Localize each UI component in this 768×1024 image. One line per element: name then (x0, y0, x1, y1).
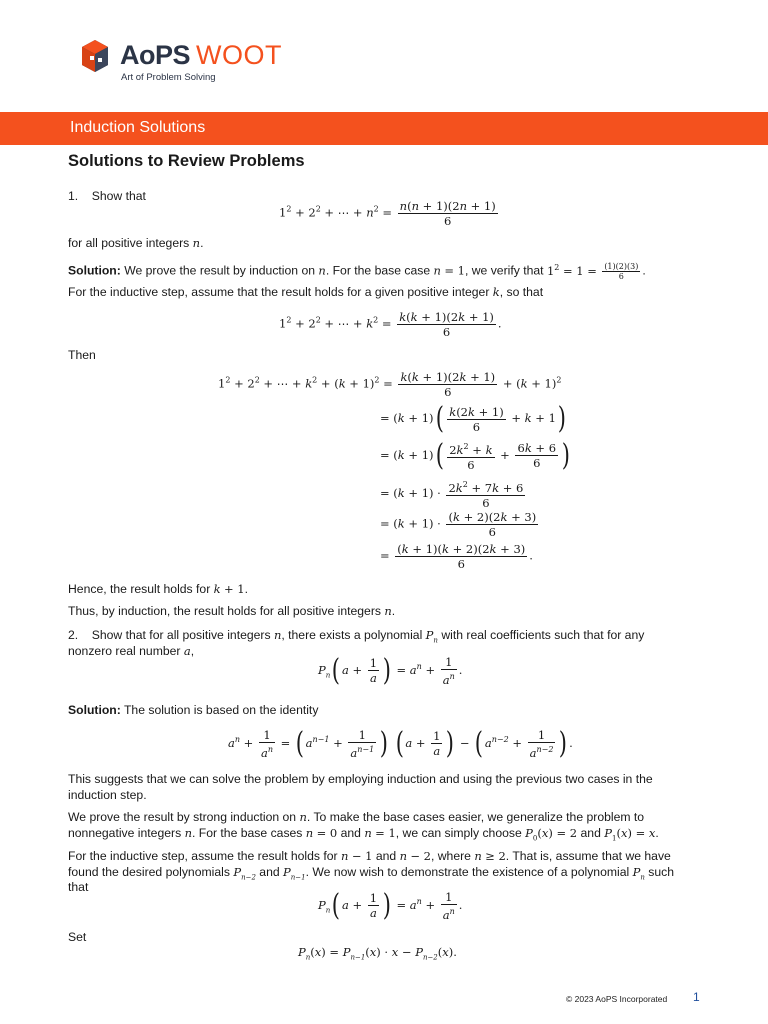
p2-prompt-d: nonzero real number (68, 644, 181, 658)
brand-tagline: Art of Problem Solving (121, 72, 216, 83)
brand-woot: WOOT (196, 40, 282, 70)
problem1-hypothesis-equation: $1^2 + 2^2$ + ⋯ + $k^2$ = $\frac{k(k + 1)(2k + 1)}{6}$ . (279, 310, 502, 339)
problem1-after: for all positive integers n. (68, 236, 204, 250)
brand-name (120, 40, 282, 71)
problem1-hence: Hence, the result holds for k + 1. (68, 582, 249, 596)
strong-5: and (340, 826, 361, 840)
strong-2: . To make the base cases easier, we generalize the problem to (306, 810, 645, 824)
problem2-ind-line1: For the inductive step, assume the result holds for n − 1 and n − 2, where n ≥ 2. That is, assume that we have (68, 849, 671, 863)
banner-title: Induction Solutions (70, 119, 206, 136)
strong-4: . For the base cases (191, 826, 303, 840)
derivation-line-5: = (k + 1) · $\frac{(k + 2)(2k + 3)}{6}$ (380, 510, 537, 539)
ind-1: For the inductive step, assume the result holds for (68, 849, 338, 863)
ind-7: . We now wish to demonstrate the existence of a polynomial (305, 865, 630, 879)
thus-text: Thus, by induction, the result holds for all positive integers (68, 604, 381, 618)
ind-3: , where (430, 849, 471, 863)
step-text: For the inductive step, assume that the result holds for a given positive integer (68, 285, 490, 299)
brand-aops: AoPS (120, 40, 191, 70)
sol-text2: . For the base case (325, 263, 431, 278)
ind-2: and (375, 849, 397, 863)
problem2-ind-line3: that (68, 880, 89, 894)
derivation-line-2: = (k + 1)( $\frac{k(2k + 1)}{6}$ + k + 1) (380, 401, 566, 436)
solution-label: Solution: (68, 263, 121, 278)
problem1-prompt-text: Show that (91, 189, 146, 203)
strong-7: and (580, 826, 601, 840)
problem1-solution-line: Solution: We prove the result by induction on n. For the base case n = 1, we verify that $1^2 = 1$ = $\frac{(1)(2)(3)}{6}$ . (68, 262, 646, 281)
problem2-prompt: 2. Show that for all positive integers n, there exists a polynomial $P_n$ with real coefficients such that for any (68, 628, 645, 645)
p2-prompt-a: Show that for all positive integers (91, 628, 271, 642)
problem1-prompt (68, 189, 146, 203)
problem1-then: Then (68, 348, 96, 362)
problem2-prompt-line2: nonzero real number a, (68, 644, 195, 658)
page-number: 1 (693, 990, 700, 1004)
derivation-line-4: = (k + 1) · $\frac{2k^2 + 7k + 6}{6}$ (380, 480, 524, 510)
page-heading: Solutions to Review Problems (68, 152, 305, 170)
strong-3: nonnegative integers (68, 826, 182, 840)
p2-prompt-b: , there exists a polynomial (281, 628, 423, 642)
p2-sol-text: The solution is based on the identity (123, 703, 319, 717)
section-banner (0, 112, 768, 145)
sol-text1: We prove the result by induction on (124, 263, 316, 278)
p2-prompt-c: with real coefficients such that for any (441, 628, 645, 642)
ind-8: such (648, 865, 674, 879)
hence-text: Hence, the result holds for (68, 582, 211, 596)
derivation-line-1: $1^2 + 2^2$ + ⋯ + $k^2 + (k + 1)^2$ = $\frac{k(k + 1)(2k + 1)}{6}$ + $(k + 1)^2$ (218, 370, 562, 399)
problem2-strong-line1: We prove the result by strong induction on n. To make the base cases easier, we generalize the problem to (68, 810, 645, 824)
problem2-suggest: This suggests that we can solve the problem by employing induction and using the previous two cases in the induction step. (68, 772, 653, 802)
step-text2: , so that (499, 285, 544, 299)
p2-solution-label: Solution: (68, 703, 121, 717)
strong-6: , we can simply choose (395, 826, 522, 840)
problem2-number: 2. (68, 628, 79, 642)
footer-copyright: © 2023 AoPS Incorporated (566, 994, 668, 1004)
ind-6: and (259, 865, 280, 879)
ind-4: . That is, assume that we have (505, 849, 671, 863)
problem2-equation-repeat: $P_n$( a + $\frac{1}{a}$ ) = $a^n$ + $\frac{1}{a^n}$ . (318, 887, 463, 923)
problem1-equation: $1^2 + 2^2$ + ⋯ + $n^2$ = $\frac{n(n + 1)(2n + 1)}{6}$ (279, 199, 496, 228)
aops-cube-icon (80, 38, 110, 78)
problem2-equation: $P_n$( a + $\frac{1}{a}$ ) = $a^n$ + $\frac{1}{a^n}$ . (318, 652, 463, 688)
aops-woot-logo (80, 38, 300, 88)
derivation-line-6: = $\frac{(k + 1)(k + 2)(2k + 3)}{6}$ . (380, 542, 533, 571)
problem2-solution-line (68, 703, 318, 717)
problem1-after-text: for all positive integers (68, 236, 190, 250)
problem2-set: Set (68, 930, 87, 944)
recurrence-equation: $P_n(x) = P_{n-1}(x) \cdot x - P_{n-2}(x)$. (298, 945, 457, 962)
problem2-ind-line2: found the desired polynomials $P_{n-2}$ and $P_{n-1}$. We now wish to demonstrate the existence of a polynomial $P_n$ such (68, 865, 674, 882)
problem1-number: 1. (68, 189, 79, 203)
derivation-line-3: = (k + 1)( $\frac{2k^2 + k}{6}$ + $\frac{6k + 6}{6}$ ) (380, 437, 571, 473)
problem1-thus: Thus, by induction, the result holds for all positive integers n. (68, 604, 396, 618)
identity-equation: $a^n$ + $\frac{1}{a^n}$ = ( $a^{n-1}$ + $\frac{1}{a^{n-1}}$ ) ( a + $\frac{1}{a}$ ) − ( $a^{n-2}$ + $\frac{1}{a^{n-2}}$ ) . (228, 725, 573, 761)
sol-text3: , we verify that (464, 263, 544, 278)
strong-1: We prove the result by strong induction on (68, 810, 297, 824)
problem2-strong-line2: nonnegative integers n. For the base cases n = 0 and n = 1, we can simply choose $P_0(x) = 2$ and $P_1(x) = x$. (68, 826, 659, 843)
ind-5: found the desired polynomials (68, 865, 230, 879)
problem1-step-line: For the inductive step, assume that the result holds for a given positive integer k, so that (68, 285, 544, 299)
